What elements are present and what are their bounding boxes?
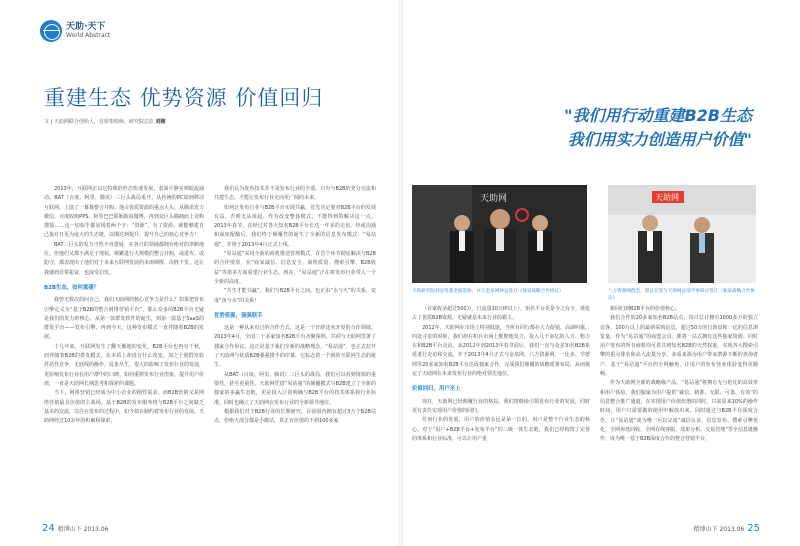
section-header <box>40 20 110 42</box>
paragraph: 十几年来，互联网发生了翻天覆地的变化，B2B平台也再有千秋，而伴随着B2B的群发模式，在本质上却没有什么改变。加之个别群发软件恶性竞争，无底线的操作，乱象丛生，很大的影响了发布行业的发展，更影响发布行业在用户群中的口碑。如何重树发布行业形象，提升用户价值，一直是天助网长期思考和探索的课题。 <box>44 343 204 387</box>
byline-prefix: 文 | 天助网联合创始人、首席架构师、研究院总监 <box>44 119 154 125</box>
text-column-1 <box>44 185 204 525</box>
pull-quote <box>564 104 752 152</box>
photo-people-illustration <box>412 185 587 283</box>
paragraph: 这是一种从来有过的合作方式，这是一个开辟还未开发的合作领域。2013年4月，全国二十多家知名B2B平台齐聚深圳，共同与天助网签署了独家合作协议。这正是基于我们全新的战略理念，“易站通”，也正式拉开了天助网与优质B2B强强携手的序幕，它标志着一个新的互联网生态的诞生。 <box>214 325 376 369</box>
paragraph: “共生才能共赢”，我们与B2B平台之间，也正由“水与火”的关系，变成“鱼与水”的关系！ <box>214 288 376 304</box>
paragraph: 我们认为发布技术并不是发布行业的全部，只有与B2B的充分交流和共建生态，才能让发布行业走向更广阔的未来。 <box>214 186 376 202</box>
paragraph: 根据我们对于B2B行业的长期研究，目前国内拥有超过3万个B2B站点，但绝大部分都是小微站，真正有价值的不到100多家 <box>214 408 376 425</box>
footer-right-label: 精博山下 2013.06 <box>693 526 745 533</box>
paragraph: 现在，天助网已经颠覆行业的格局，我们将继续引领发布行业的发展，同时更有责任实现用户价值的回归。 <box>412 398 590 414</box>
page-number-left: 24 <box>42 523 55 534</box>
text-column-2 <box>214 185 376 525</box>
paragraph: 当下，网络营销已经成为中小企业的刚性需求，而B2B营销又是网络营销最具价值的主战场。基于B2B的发布服务将与B2B平台之间缺乏基本的交流，以往在发布的过程中，如今却在制约着发布行业的发展。天助网经过10余年的积累和探索， <box>44 390 204 425</box>
footer-left-label: 精博山下 2013.06 <box>57 526 109 533</box>
footer-right <box>694 523 760 534</box>
paragraph: “易站通”采用全新的商机推送管理模式，在首个环节彻底解决与B2B的合作壁垒，在“商家诚信、信息安全、商机质量、搜索引擎、B2B收益”等诸多方面重建行业生态。现在，“易站通”正在将发布行业带入一个全新的高度。 <box>214 251 376 285</box>
photo2-backdrop-text: 天助网 <box>655 193 679 202</box>
footer-left <box>42 523 108 534</box>
paragraph: 如何让发布行业与B2B平台实现共赢，首先肯定要对B2B平台的发展有益，否则无从谈起。作为改变整体模式，不能得到的解决这一点。2013年春节，在经过对各大知名B2B平台长达一年多的走访、经或沟通和深度配酿后，我们终于颠覆性的诞生了全新的信息发布模式：“易站通”，并将于2013年4月正式上线。 <box>214 204 376 248</box>
photo-people-illustration <box>608 185 756 283</box>
paragraph: （百家收录超过500万，日流量10万IP以上），知名平台更是少之有少。谁抢占了优质B2B资源，无疑就是未来行业的霸主。 <box>412 306 590 322</box>
globe-icon <box>40 20 62 42</box>
section-subtitle: World Abstract <box>66 32 111 39</box>
photo-caption-1: 天助研究院刘总常董金波签协，并与金泉网钟总签订《独家战略合作协议》 <box>412 289 564 294</box>
quote-line-1: "我们用行动重建B2B生态 <box>564 106 752 125</box>
photo-signing-1 <box>412 185 587 283</box>
paragraph: 任何行业的发展，用户的价值永远是第一位的，用户是整个行业生态的核心。对于“用户+B2B平台+发布平台”的三级一体生态链，我们已经构筑了完善的体系和行业标准，可以让用户重 <box>412 417 590 442</box>
section-heading: B2B生态，如何重建？ <box>44 284 100 291</box>
paragraph: 从BAT（百度、阿里、腾讯）三巨头的战局，我们可以看到资源的重要性，甚至更重性。天助网凭借“易站通”的颠覆模式与B2B建立了全新的独家的多赢生态链，更是投入巨资明确与B2B平台的技术体系和行业标准，同时也确立了天助网在发布行业的全新领导地位。 <box>214 371 376 406</box>
byline <box>44 118 165 125</box>
paragraph: 作为天助网全新的战略级产品，“易站通”将拥有无与伦比的高效率和用户体验。我们独家为用户提供“诚信、精准、无限、可靠、有效”的信息整合推广通道，在实现用户价值倍增的同时，只需原来10%的操作时间，用户只需要做的使用中解放出来。同时通过与B2B平台深度合作，让“易站通”成为唯一可以完成“诚信认证、信息发布、搜索引擎优化、全网询盘回收、全网在线客服、效果分析、交易管理”等全信息链操作，成为唯一基于B2B深度合作的整合营销平台。 <box>600 380 758 443</box>
byline-author: 刘刚 <box>155 119 166 125</box>
photo-caption-2: 八方资源网群会，胆总在签与天助网总部学事研讨签订《独家战略合作协议》 <box>608 289 756 301</box>
paragraph: 2012年，天助网在市场上特别低迷，当所有同行都在大力促销、高调叫嚣，四处寻求的时候，我们却在积兵市场上默默地发力，投入几千多亿的人力、物力在和B2B平台走访。从2012年到2013年春节前后，我们一直与众多知名B2B系延进行走访和交流，并于2013年4月正式与金泉网、八方资源网、一比多、学德网等20多家知名B2B平台达成独家合作，完成我们颠覆的战略部署布局，从而奠定了天助网在未来发布行业的绝对领先地位。 <box>412 324 590 378</box>
quote-line-2: 我们用实力创造用户价值" <box>567 130 752 149</box>
paragraph: 我曾无数次的问自己，我们天助网的核心竞争力是什么？如果把发布引擎定义为“基于B2B的整合网络营销平台”，那么众多的B2B平台无疑是我们的发力的核心。从第一款群发软件的诞生，到第一款基于SaaS的群发平台——发布引擎，再到今天，这种发布模式一直伴随着B2B的发展。 <box>44 297 204 341</box>
section-brand: 天助·天下 <box>66 22 106 32</box>
section-heading: 价值回归，用户至上 <box>412 386 461 393</box>
paragraph: 2013年，互联网正以它特殊的形态快速发展，表面平静实则暗流涌动。BAT（百度、阿里、腾讯）三巨头战局重开，从传统的PC端到移动互联网，上演了一幕幕整合并购。他占优质资源的重点大头。从腾讯发力微信、百度收购PPS、阿里巴巴联姻新浪微博，再到众巨头瞄拥而上竞购搜狐……这一切似乎都显现着两个字：“资源”，有了资源，就能够建自己拢有且更为庞大的生态链，以期达到提升、提升自己的核心竞争力！ <box>44 186 204 239</box>
text-column-4 <box>600 305 758 525</box>
spine-fold <box>399 0 403 546</box>
photo1-backdrop-text: 天助网 <box>480 194 508 204</box>
section-heading: 优势资源，强强联手 <box>214 312 263 319</box>
photo-signing-2 <box>608 185 756 283</box>
text-column-3 <box>412 305 590 525</box>
page-number-right: 25 <box>747 523 760 534</box>
article-title: 重建生态 优势资源 价值回归 <box>44 86 324 110</box>
paragraph: 新回归到B2B平台的价值核心。 <box>610 306 681 312</box>
paragraph: BAT三巨头的发力当然不容置疑，在各自的领域都拥有绝对的垄断地位。但他们又都不满足于现状，频繁进行大规模的整合并购，或进攻、或防守，都表现出了他们对于未来互联网发展的未雨绸缪，决胜千里。这让我感到非常振奋，也深受启发。 <box>44 241 204 276</box>
paragraph: 我们合作的20多家知名B2B站点，每日总计拥有1000多万的独立访客、100万以上的最新采购信息，超过50万的日询盘和一亿的信息浏览量，作为“易站通”的商盟会员，都将一站式拥有这些独家资源。同时用户发布的所有商机均可供共到知名B2B的天然权重，实现各大搜索引擎的重点排名和高大流量分享，多重来源为用户带来潜源不断的查询者户，基于“易站通”平台的全网触角，让用户的发布营业体验变得更顺畅。 <box>600 315 758 378</box>
